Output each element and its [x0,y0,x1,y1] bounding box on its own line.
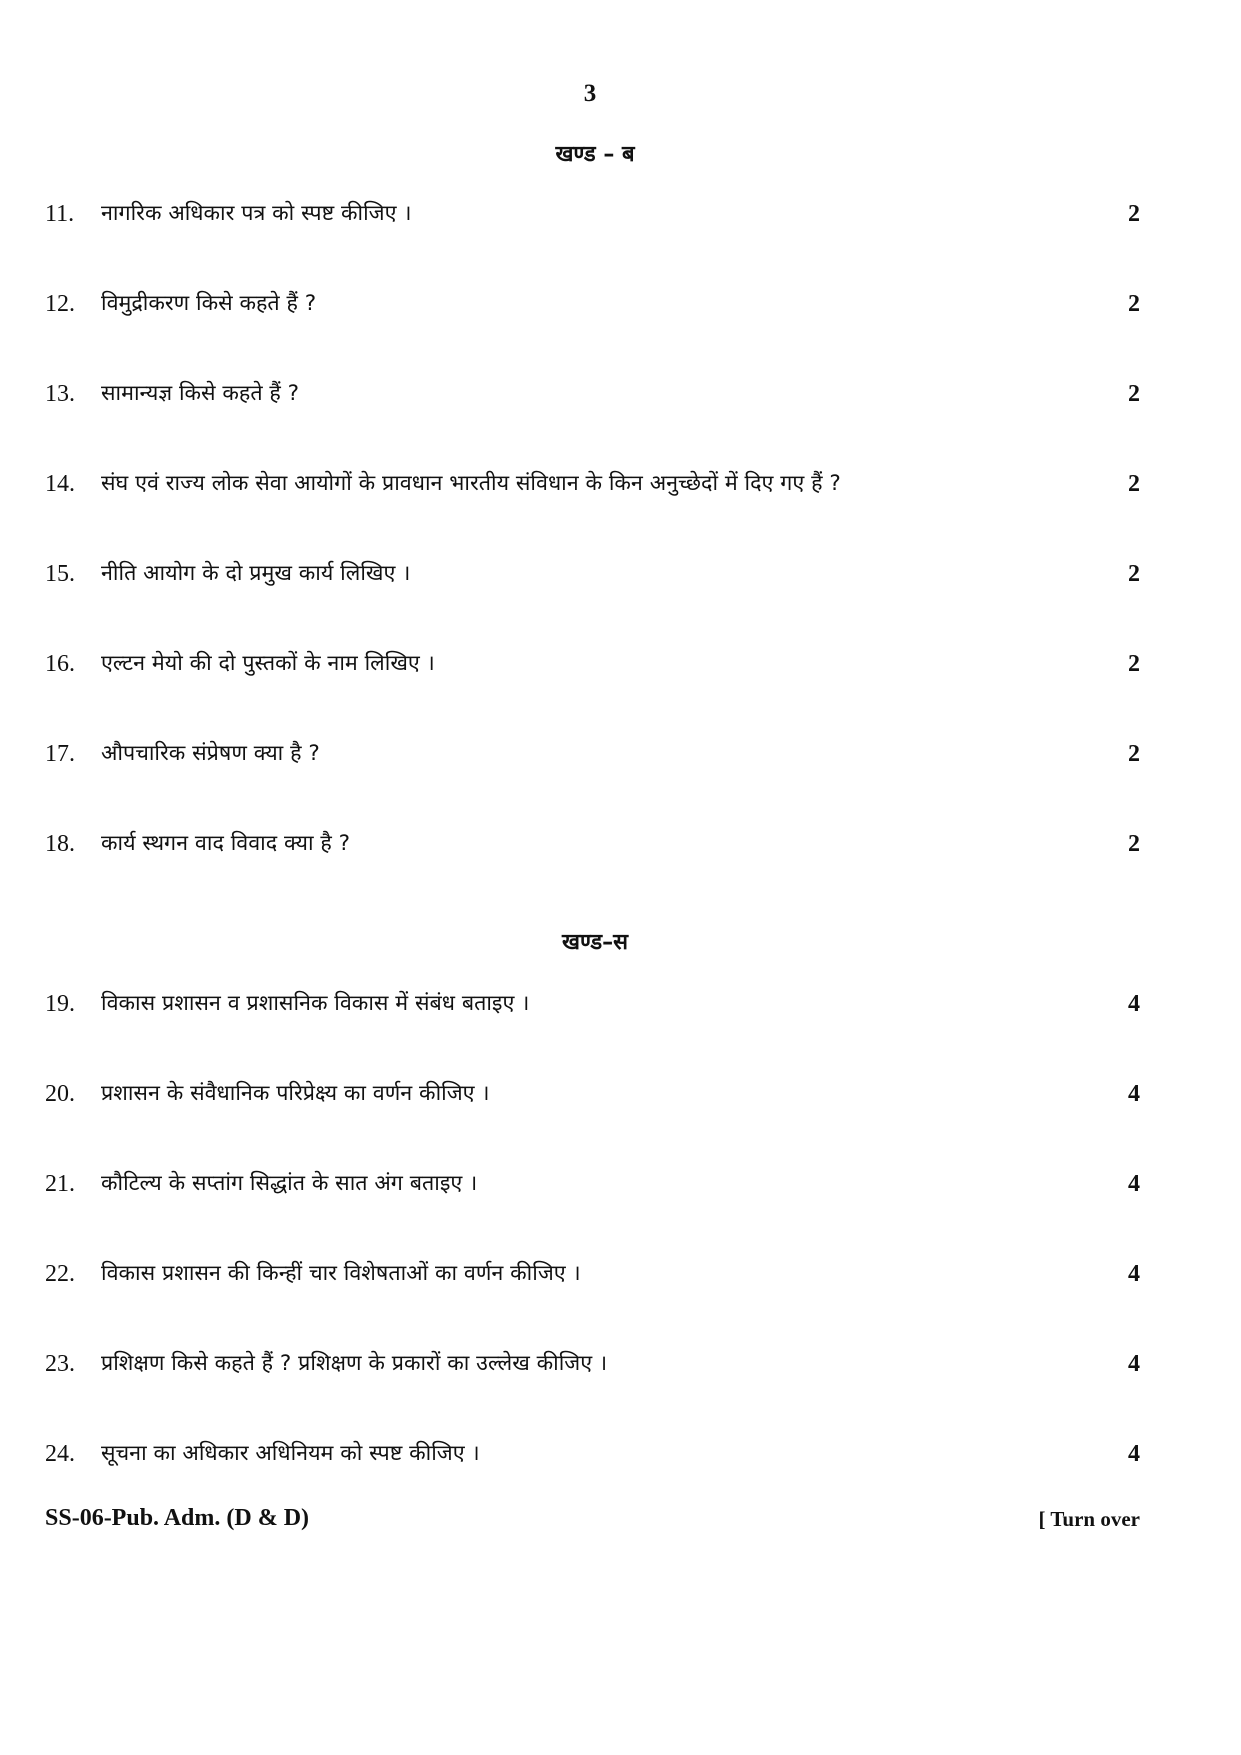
question-text: नीति आयोग के दो प्रमुख कार्य लिखिए । [101,561,411,586]
question-marks: 4 [1128,991,1140,1017]
question-number: 23. [45,1351,75,1377]
section-c-heading: खण्ड–स [561,930,629,955]
question-marks: 4 [1128,1351,1140,1377]
question-row [45,466,1140,502]
page-footer [45,1505,1140,1539]
question-number: 21. [45,1171,75,1197]
question-row [45,1166,1140,1202]
question-marks: 2 [1128,381,1140,407]
question-marks: 2 [1128,741,1140,767]
question-text: औपचारिक संप्रेषण क्या है ? [101,741,320,766]
question-number: 13. [45,381,75,407]
question-row [45,1256,1140,1292]
question-marks: 4 [1128,1441,1140,1467]
question-text: सामान्यज्ञ किसे कहते हैं ? [101,381,300,406]
question-row [45,826,1140,862]
question-marks: 2 [1128,831,1140,857]
question-marks: 2 [1128,201,1140,227]
question-row [45,736,1140,772]
question-number: 11. [45,201,75,227]
question-text: सूचना का अधिकार अधिनियम को स्पष्ट कीजिए । [101,1441,480,1466]
section-b-heading: खण्ड – ब [555,142,635,167]
question-text: विकास प्रशासन व प्रशासनिक विकास में संबंध बताइए । [101,991,530,1016]
question-marks: 4 [1128,1261,1140,1287]
question-row [45,376,1140,412]
question-marks: 4 [1128,1081,1140,1107]
question-text: कार्य स्थगन वाद विवाद क्या है ? [101,831,351,856]
question-row [45,286,1140,322]
question-row [45,196,1140,232]
question-row [45,646,1140,682]
page-number: 3 [583,80,597,107]
question-text: विमुद्रीकरण किसे कहते हैं ? [101,291,317,316]
question-text: एल्टन मेयो की दो पुस्तकों के नाम लिखिए । [101,651,435,676]
question-row [45,986,1140,1022]
turn-over-note: [ Turn over [1038,1507,1140,1531]
question-row [45,1076,1140,1112]
question-text: संघ एवं राज्य लोक सेवा आयोगों के प्रावधान भारतीय संविधान के किन अनुच्छेदों में दिए गए हैं ? [101,471,841,496]
question-number: 17. [45,741,75,767]
question-row [45,1436,1140,1472]
question-number: 19. [45,991,75,1017]
question-marks: 2 [1128,291,1140,317]
question-marks: 2 [1128,471,1140,497]
question-row [45,556,1140,592]
question-number: 14. [45,471,75,497]
question-text: कौटिल्य के सप्तांग सिद्धांत के सात अंग बताइए । [101,1171,478,1196]
question-marks: 2 [1128,561,1140,587]
question-text: प्रशासन के संवैधानिक परिप्रेक्ष्य का वर्णन कीजिए । [101,1081,490,1106]
question-number: 24. [45,1441,75,1467]
question-row [45,1346,1140,1382]
question-text: प्रशिक्षण किसे कहते हैं ? प्रशिक्षण के प्रकारों का उल्लेख कीजिए । [101,1351,608,1376]
question-number: 18. [45,831,75,857]
paper-code: SS-06-Pub. Adm. (D & D) [45,1505,310,1531]
question-marks: 4 [1128,1171,1140,1197]
question-text: विकास प्रशासन की किन्हीं चार विशेषताओं का वर्णन कीजिए । [101,1261,581,1286]
question-marks: 2 [1128,651,1140,677]
question-number: 15. [45,561,75,587]
question-number: 20. [45,1081,75,1107]
question-text: नागरिक अधिकार पत्र को स्पष्ट कीजिए । [101,201,412,226]
question-number: 22. [45,1261,75,1287]
question-number: 12. [45,291,75,317]
question-number: 16. [45,651,75,677]
